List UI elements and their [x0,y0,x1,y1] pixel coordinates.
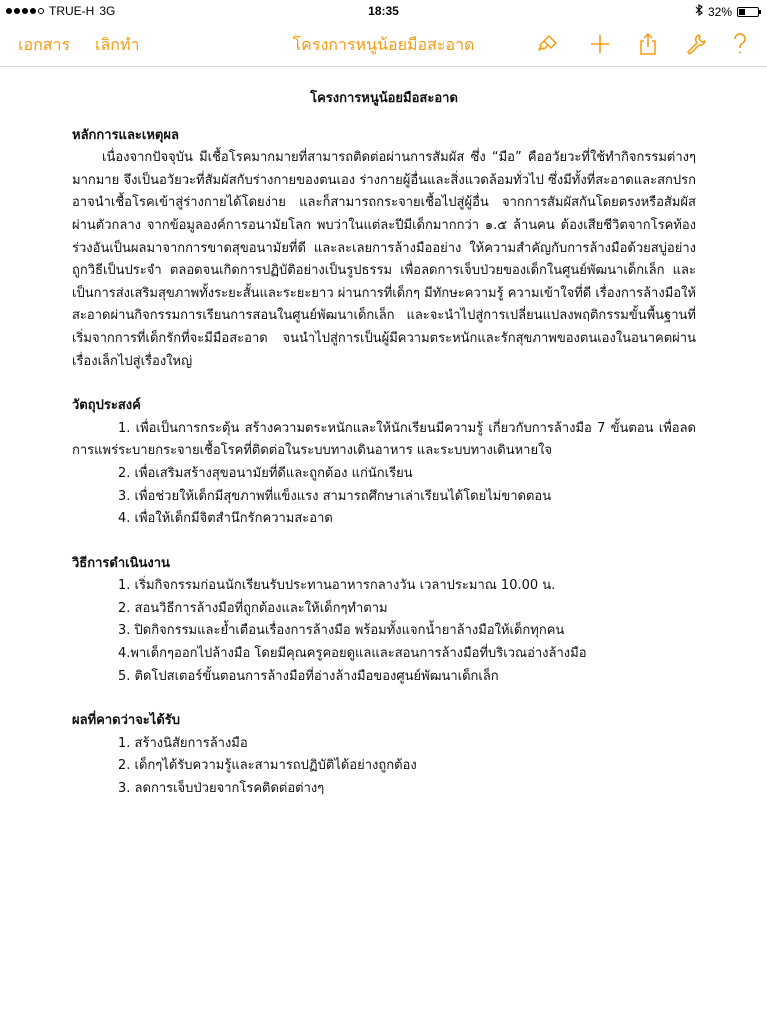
battery-icon [737,7,759,17]
wrench-icon[interactable] [683,31,709,57]
network-type: 3G [99,4,116,18]
objectives-heading: วัตถุประสงค์ [72,398,141,414]
list-item: 2. สอนวิธีการล้างมือที่ถูกต้องและให้เด็กๆทำตาม [118,600,388,616]
document-title-bar: โครงการหนูน้อยมือสะอาด [292,35,475,54]
list-item: 3. เพื่อช่วยให้เด็กมีสุขภาพที่แข็งแรง สามารถศึกษาเล่าเรียนได้โดยไม่ขาดตอน [118,488,552,504]
principle-paragraph: เนื่องจากปัจจุบัน มีเชื้อโรคมากมายที่สามารถติดต่อผ่านการสัมผัส ซึ่ง “มือ” คืออวัยวะที่ใช้ทำกิจกรรมต่างๆมากมาย จึงเป็นอวัยวะที่สัมผัสกับร่างกายของตนเอง ร่างกายผู้อื่นและสิ่งแวดล้อมทั่วไป ซึ่งมีทั้งที่สะอาดและสกปรก อาจนำเชื้อโรคเข้าสู่ร่างกายได้โดยง่าย และก็สามารถกระจายเชื้อไปสู่ผู้อื่น จากการสัมผัสกันโดยตรงหรือสัมผัสผ่านตัวกลาง จากข้อมูลองค์การอนามัยโลก พบว่าในแต่ละปีมีเด็กมากกว่า ๑.๕ ล้านคน ต้องเสียชีวิตจากโรคท้องร่วงอันเป็นผลมาจากการขาดสุขอนามัยที่ดี และละเลยการล้างมืออย่าง ให้ความสำคัญกับการล้างมือด้วยสบู่อย่างถูกวิธีเป็นประจำ ตลอดจนเกิดการปฏิบัติอย่างเป็นรูปธรรม เพื่อลดการเจ็บป่วยของเด็กในศูนย์พัฒนาเด็กเล็ก และเป็นการส่งเสริมสุขภาพทั้งระยะสั้นและระยะยาว ผ่านการที่เด็กๆ มีทักษะความรู้ ความเข้าใจที่ดี เรื่องการล้างมือให้สะอาดผ่านกิจกรรมการเรียนการสอนในศูนย์พัฒนาเด็กเล็ก และจะนำไปสู่การเปลี่ยนแปลงพฤติกรรมขั้นพื้นฐานที่เริ่มจากการที่เด็กรักที่จะมีมือสะอาด จนนำไปสู่การเป็นผู้มีความตระหนักและรักสุขภาพของตนเองในอนาคตผ่านเรื่องเล็กไปสู่เรื่องใหญ่ [72,150,696,369]
expected-results-heading: ผลที่คาดว่าจะได้รับ [72,713,181,729]
principle-heading: หลักการและเหตุผล [72,127,179,143]
battery-percent: 32% [707,4,732,19]
bluetooth-icon [695,4,703,19]
list-item: 1. เพื่อเป็นการกระตุ้น สร้างความตระหนักและให้นักเรียนมีความรู้ เกี่ยวกับการล้างมือ 7 ขั้นตอน เพื่อลดการแพร่ระบายกระจายเชื้อโรคที่ติดต่อในระบบทางเดินอาหาร และระบบทางเดินหายใจ [72,420,696,459]
list-item: 5. ติดโปสเตอร์ขั้นตอนการล้างมือที่อ่างล้างมือของศูนย์พัฒนาเด็กเล็ก [118,668,499,684]
clock: 18:35 [368,4,399,18]
list-item: 4. เพื่อให้เด็กมีจิตสำนึกรักความสะอาด [118,511,333,527]
list-item: 3. ปิดกิจกรรมและย้ำเตือนเรื่องการล้างมือ พร้อมทั้งแจกน้ำยาล้างมือให้เด็กทุกคน [118,623,565,639]
objectives-list [72,418,696,531]
status-bar [0,0,767,22]
share-icon[interactable] [635,31,661,57]
list-item: 2. เด็กๆได้รับความรู้และสามารถปฏิบัติได้อย่างถูกต้อง [118,758,417,774]
list-item: 1. สร้างนิสัยการล้างมือ [118,735,248,751]
add-icon[interactable] [587,31,613,57]
documents-button[interactable]: เอกสาร [18,35,71,54]
document-body[interactable] [72,88,696,801]
list-item: 1. เริ่มกิจกรรมก่อนนักเรียนรับประทานอาหารกลางวัน เวลาประมาณ 10.00 น. [118,578,556,594]
list-item: 3. ลดการเจ็บป่วยจากโรคติดต่อต่างๆ [118,781,325,797]
help-icon[interactable] [727,31,753,57]
toolbar [0,22,767,67]
paintbrush-icon[interactable] [535,31,561,57]
status-right-group [695,4,759,19]
carrier-name: TRUE-H [49,4,95,18]
list-item: 2. เพื่อเสริมสร้างสุขอนามัยที่ดีและถูกต้อง แก่นักเรียน [118,465,413,481]
undo-button[interactable]: เลิกทำ [95,35,140,54]
page-title: โครงการหนูน้อยมือสะอาด [310,91,458,106]
list-item: 4.พาเด็กๆออกไปล้างมือ โดยมีคุณครูคอยดูแลและสอนการล้างมือที่บริเวณอ่างล้างมือ [118,646,587,662]
method-list [72,575,696,688]
expected-results-list [72,733,696,801]
method-heading: วิธีการดำเนินงาน [72,555,170,571]
